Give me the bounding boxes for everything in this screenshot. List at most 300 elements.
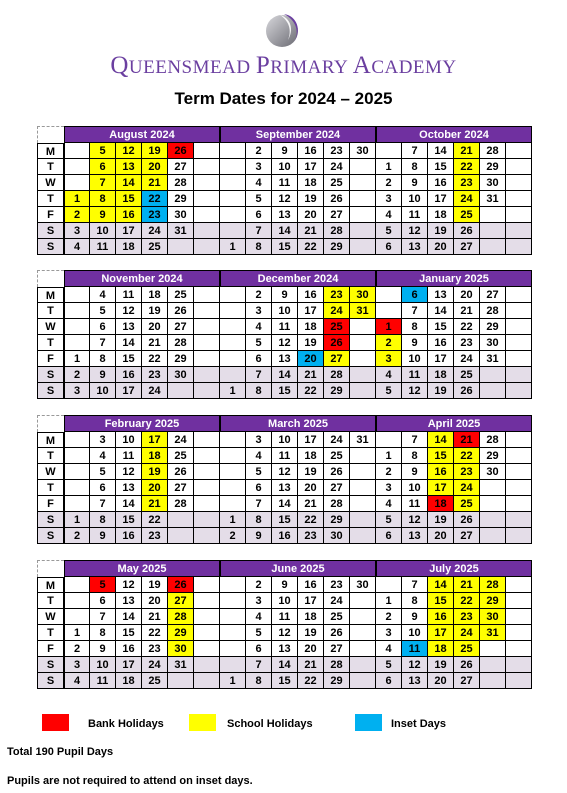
- date-cell: [64, 448, 90, 464]
- date-cell: 2: [64, 207, 90, 223]
- date-cell: 27: [454, 673, 480, 689]
- date-cell: 21: [142, 609, 168, 625]
- date-cell: 16: [428, 609, 454, 625]
- date-cell: 17: [116, 223, 142, 239]
- date-cell: 29: [324, 673, 350, 689]
- date-cell: 21: [454, 143, 480, 159]
- date-cell: 12: [402, 512, 428, 528]
- date-cell: [350, 159, 376, 175]
- date-cell: 25: [324, 175, 350, 191]
- date-cell: 2: [246, 143, 272, 159]
- date-cell: 27: [454, 239, 480, 255]
- date-cell: 13: [272, 480, 298, 496]
- page-title: Term Dates for 2024 – 2025: [174, 89, 393, 108]
- legend-swatch-school: [189, 714, 216, 731]
- date-cell: 13: [272, 207, 298, 223]
- date-cell: 10: [90, 657, 116, 673]
- date-cell: [350, 207, 376, 223]
- date-cell: 6: [376, 528, 402, 544]
- month-header: January 2025: [376, 270, 532, 287]
- date-cell: [194, 143, 220, 159]
- date-cell: [480, 207, 506, 223]
- date-cell: 8: [246, 673, 272, 689]
- date-cell: 9: [90, 367, 116, 383]
- date-cell: [194, 609, 220, 625]
- date-cell: 22: [298, 673, 324, 689]
- date-cell: 27: [454, 528, 480, 544]
- date-cell: 11: [272, 319, 298, 335]
- date-cell: [194, 239, 220, 255]
- date-cell: 4: [90, 287, 116, 303]
- date-cell: [194, 657, 220, 673]
- date-cell: [506, 351, 532, 367]
- month-panel: [376, 560, 532, 689]
- date-cell: 25: [324, 319, 350, 335]
- date-cell: [220, 464, 246, 480]
- date-cell: 5: [376, 657, 402, 673]
- date-cell: 4: [246, 609, 272, 625]
- date-cell: 9: [272, 287, 298, 303]
- date-cell: [350, 625, 376, 641]
- date-cell: 12: [116, 464, 142, 480]
- month-panel: [64, 126, 220, 255]
- date-cell: 16: [116, 367, 142, 383]
- date-cell: 11: [116, 448, 142, 464]
- date-cell: 21: [142, 335, 168, 351]
- date-cell: 12: [116, 577, 142, 593]
- date-cell: [350, 335, 376, 351]
- date-cell: 29: [480, 593, 506, 609]
- date-cell: 18: [142, 448, 168, 464]
- date-cell: 27: [324, 207, 350, 223]
- date-cell: [64, 464, 90, 480]
- date-cell: [350, 383, 376, 399]
- date-cell: [220, 207, 246, 223]
- date-cell: 21: [142, 496, 168, 512]
- day-label: F: [37, 496, 64, 512]
- date-cell: 1: [376, 159, 402, 175]
- date-cell: 1: [220, 383, 246, 399]
- date-cell: 19: [428, 223, 454, 239]
- date-cell: 18: [116, 673, 142, 689]
- month-panel: [376, 415, 532, 544]
- date-cell: 11: [116, 287, 142, 303]
- month-header: April 2025: [376, 415, 532, 432]
- date-cell: 2: [376, 335, 402, 351]
- date-cell: 23: [142, 528, 168, 544]
- date-cell: 31: [168, 223, 194, 239]
- date-cell: [220, 175, 246, 191]
- date-cell: 1: [64, 191, 90, 207]
- date-cell: 12: [272, 625, 298, 641]
- date-cell: 4: [376, 641, 402, 657]
- date-cell: [194, 464, 220, 480]
- date-cell: 14: [428, 143, 454, 159]
- date-cell: [506, 448, 532, 464]
- date-cell: 21: [298, 657, 324, 673]
- date-cell: [220, 609, 246, 625]
- date-cell: 18: [428, 207, 454, 223]
- date-cell: 13: [116, 159, 142, 175]
- date-cell: [350, 496, 376, 512]
- date-cell: 26: [454, 223, 480, 239]
- legend-swatch-inset: [355, 714, 382, 731]
- day-label: T: [37, 625, 64, 641]
- date-cell: [220, 641, 246, 657]
- date-cell: 6: [402, 287, 428, 303]
- date-cell: 6: [246, 207, 272, 223]
- date-cell: [194, 319, 220, 335]
- date-cell: 30: [350, 287, 376, 303]
- date-cell: [506, 191, 532, 207]
- date-cell: 29: [480, 319, 506, 335]
- date-cell: 22: [142, 351, 168, 367]
- date-cell: 1: [220, 239, 246, 255]
- legend-swatch-bank: [42, 714, 69, 731]
- date-cell: [350, 464, 376, 480]
- date-cell: 7: [90, 609, 116, 625]
- month-grid: [376, 287, 532, 399]
- date-cell: 12: [272, 464, 298, 480]
- date-cell: 14: [116, 175, 142, 191]
- date-cell: 17: [428, 351, 454, 367]
- date-cell: [194, 673, 220, 689]
- month-header: May 2025: [64, 560, 220, 577]
- legend-label-school: School Holidays: [227, 718, 313, 730]
- date-cell: 7: [90, 496, 116, 512]
- date-cell: 17: [142, 432, 168, 448]
- month-grid: [376, 577, 532, 689]
- date-cell: 16: [428, 335, 454, 351]
- date-cell: 13: [116, 480, 142, 496]
- date-cell: 22: [454, 593, 480, 609]
- date-cell: [194, 191, 220, 207]
- date-cell: [64, 287, 90, 303]
- date-cell: 15: [116, 191, 142, 207]
- date-cell: [194, 335, 220, 351]
- date-cell: [64, 335, 90, 351]
- date-cell: [506, 625, 532, 641]
- date-cell: 16: [116, 528, 142, 544]
- date-cell: [506, 319, 532, 335]
- date-cell: [350, 593, 376, 609]
- date-cell: 24: [168, 432, 194, 448]
- date-cell: [506, 673, 532, 689]
- month-header: June 2025: [220, 560, 376, 577]
- date-cell: 5: [246, 464, 272, 480]
- date-cell: 16: [298, 287, 324, 303]
- date-cell: 31: [480, 351, 506, 367]
- date-cell: 24: [454, 191, 480, 207]
- date-cell: 25: [454, 641, 480, 657]
- date-cell: 1: [64, 351, 90, 367]
- month-grid: [64, 577, 220, 689]
- date-cell: 30: [350, 577, 376, 593]
- date-cell: [350, 528, 376, 544]
- date-cell: 8: [402, 159, 428, 175]
- date-cell: 28: [480, 303, 506, 319]
- date-cell: 29: [168, 191, 194, 207]
- date-cell: 29: [324, 383, 350, 399]
- day-label: T: [37, 303, 64, 319]
- day-label: M: [37, 577, 64, 593]
- day-label: S: [37, 528, 64, 544]
- date-cell: [506, 432, 532, 448]
- day-label: S: [37, 223, 64, 239]
- legend-label-inset: Inset Days: [391, 718, 447, 730]
- date-cell: 9: [246, 528, 272, 544]
- date-cell: 11: [90, 239, 116, 255]
- day-label: T: [37, 335, 64, 351]
- month-grid: [220, 432, 376, 544]
- date-cell: 19: [428, 383, 454, 399]
- date-cell: [194, 432, 220, 448]
- date-cell: 30: [168, 641, 194, 657]
- date-cell: 13: [116, 319, 142, 335]
- date-cell: 3: [64, 223, 90, 239]
- date-cell: 21: [454, 577, 480, 593]
- date-cell: 23: [454, 464, 480, 480]
- date-cell: [64, 496, 90, 512]
- date-cell: [350, 367, 376, 383]
- date-cell: [194, 351, 220, 367]
- date-cell: 22: [298, 512, 324, 528]
- date-cell: 26: [454, 512, 480, 528]
- month-header: July 2025: [376, 560, 532, 577]
- calendar-block: [37, 126, 532, 256]
- calendar-block: [37, 270, 532, 400]
- date-cell: [480, 239, 506, 255]
- date-cell: [194, 512, 220, 528]
- date-cell: 20: [298, 480, 324, 496]
- date-cell: 1: [220, 673, 246, 689]
- date-cell: 19: [298, 464, 324, 480]
- date-cell: [220, 143, 246, 159]
- date-cell: 18: [298, 319, 324, 335]
- date-cell: 7: [402, 577, 428, 593]
- date-cell: 21: [298, 496, 324, 512]
- date-cell: 9: [90, 528, 116, 544]
- date-cell: 17: [298, 159, 324, 175]
- date-cell: [506, 367, 532, 383]
- date-cell: 22: [454, 159, 480, 175]
- date-cell: 31: [480, 625, 506, 641]
- date-cell: [194, 448, 220, 464]
- day-label: M: [37, 287, 64, 303]
- date-cell: [480, 496, 506, 512]
- date-cell: [194, 287, 220, 303]
- date-cell: 15: [116, 625, 142, 641]
- date-cell: [506, 641, 532, 657]
- date-cell: 20: [428, 528, 454, 544]
- date-cell: 5: [90, 577, 116, 593]
- date-cell: 8: [402, 319, 428, 335]
- date-cell: [506, 512, 532, 528]
- date-cell: 24: [454, 625, 480, 641]
- date-cell: [220, 593, 246, 609]
- date-cell: 31: [168, 657, 194, 673]
- corner-spacer: [37, 126, 64, 143]
- date-cell: 20: [298, 207, 324, 223]
- date-cell: 14: [272, 223, 298, 239]
- date-cell: 15: [428, 448, 454, 464]
- calendar-block: [37, 415, 532, 545]
- date-cell: [480, 528, 506, 544]
- date-cell: 30: [480, 175, 506, 191]
- date-cell: [350, 175, 376, 191]
- date-cell: [350, 641, 376, 657]
- date-cell: 8: [402, 448, 428, 464]
- date-cell: 4: [64, 239, 90, 255]
- month-panel: [64, 415, 220, 544]
- date-cell: 28: [480, 577, 506, 593]
- date-cell: 13: [272, 351, 298, 367]
- date-cell: 25: [142, 239, 168, 255]
- date-cell: 1: [376, 448, 402, 464]
- date-cell: 18: [298, 448, 324, 464]
- month-panel: [220, 126, 376, 255]
- date-cell: 20: [428, 239, 454, 255]
- date-cell: 2: [220, 528, 246, 544]
- day-label: F: [37, 641, 64, 657]
- calendar-block: [37, 560, 532, 690]
- date-cell: [350, 448, 376, 464]
- date-cell: [168, 528, 194, 544]
- date-cell: 15: [272, 512, 298, 528]
- date-cell: 1: [376, 319, 402, 335]
- date-cell: 23: [454, 335, 480, 351]
- date-cell: [168, 383, 194, 399]
- date-cell: 7: [402, 143, 428, 159]
- date-cell: [506, 143, 532, 159]
- date-cell: [506, 496, 532, 512]
- date-cell: 15: [116, 351, 142, 367]
- date-cell: [194, 159, 220, 175]
- date-cell: [350, 351, 376, 367]
- date-cell: 26: [168, 303, 194, 319]
- date-cell: 6: [90, 159, 116, 175]
- date-cell: [220, 223, 246, 239]
- date-cell: 8: [246, 383, 272, 399]
- date-cell: 27: [168, 480, 194, 496]
- date-cell: 26: [324, 191, 350, 207]
- date-cell: 5: [376, 223, 402, 239]
- date-cell: [220, 335, 246, 351]
- date-cell: 2: [376, 464, 402, 480]
- date-cell: [350, 191, 376, 207]
- date-cell: 28: [480, 143, 506, 159]
- date-cell: 11: [402, 641, 428, 657]
- date-cell: 2: [246, 287, 272, 303]
- day-label: M: [37, 143, 64, 159]
- date-cell: [64, 159, 90, 175]
- date-cell: [194, 625, 220, 641]
- inset-note: Pupils are not required to attend on inset days.: [7, 775, 253, 787]
- date-cell: 17: [116, 383, 142, 399]
- date-cell: 26: [324, 335, 350, 351]
- date-cell: [194, 223, 220, 239]
- date-cell: [350, 657, 376, 673]
- date-cell: 13: [428, 287, 454, 303]
- date-cell: 29: [324, 239, 350, 255]
- date-cell: [376, 143, 402, 159]
- date-cell: 15: [428, 159, 454, 175]
- month-header: October 2024: [376, 126, 532, 143]
- date-cell: [350, 480, 376, 496]
- date-cell: 2: [64, 528, 90, 544]
- date-cell: 26: [168, 464, 194, 480]
- date-cell: 23: [324, 577, 350, 593]
- date-cell: 11: [402, 207, 428, 223]
- date-cell: 13: [402, 239, 428, 255]
- date-cell: 10: [90, 383, 116, 399]
- day-label: T: [37, 593, 64, 609]
- date-cell: 17: [298, 593, 324, 609]
- date-cell: [506, 657, 532, 673]
- date-cell: 12: [272, 191, 298, 207]
- date-cell: [220, 577, 246, 593]
- date-cell: [220, 191, 246, 207]
- date-cell: 6: [246, 480, 272, 496]
- date-cell: 31: [480, 191, 506, 207]
- date-cell: 9: [90, 641, 116, 657]
- date-cell: [480, 480, 506, 496]
- date-cell: 18: [116, 239, 142, 255]
- date-cell: 3: [246, 432, 272, 448]
- date-cell: 30: [350, 143, 376, 159]
- month-panel: [64, 560, 220, 689]
- date-cell: 13: [272, 641, 298, 657]
- date-cell: [480, 512, 506, 528]
- month-header: November 2024: [64, 270, 220, 287]
- date-cell: 12: [402, 383, 428, 399]
- date-cell: [220, 319, 246, 335]
- day-label: S: [37, 239, 64, 255]
- date-cell: 9: [272, 577, 298, 593]
- date-cell: [480, 673, 506, 689]
- date-cell: [168, 512, 194, 528]
- date-cell: 9: [272, 143, 298, 159]
- day-label: T: [37, 159, 64, 175]
- date-cell: 7: [90, 335, 116, 351]
- month-header: August 2024: [64, 126, 220, 143]
- day-label: W: [37, 464, 64, 480]
- date-cell: [220, 448, 246, 464]
- date-cell: 30: [324, 528, 350, 544]
- date-cell: 27: [324, 480, 350, 496]
- date-cell: 14: [272, 657, 298, 673]
- date-cell: 2: [376, 175, 402, 191]
- date-cell: 13: [402, 673, 428, 689]
- date-cell: 4: [246, 319, 272, 335]
- day-label: M: [37, 432, 64, 448]
- date-cell: 18: [142, 287, 168, 303]
- date-cell: 28: [324, 367, 350, 383]
- date-cell: 7: [90, 175, 116, 191]
- date-cell: 10: [272, 432, 298, 448]
- date-cell: 11: [272, 609, 298, 625]
- date-cell: [168, 673, 194, 689]
- date-cell: [220, 625, 246, 641]
- date-cell: 16: [116, 207, 142, 223]
- day-label: F: [37, 351, 64, 367]
- date-cell: 26: [454, 383, 480, 399]
- date-cell: 11: [402, 367, 428, 383]
- month-grid: [64, 287, 220, 399]
- date-cell: 14: [116, 496, 142, 512]
- day-label: S: [37, 657, 64, 673]
- date-cell: [194, 577, 220, 593]
